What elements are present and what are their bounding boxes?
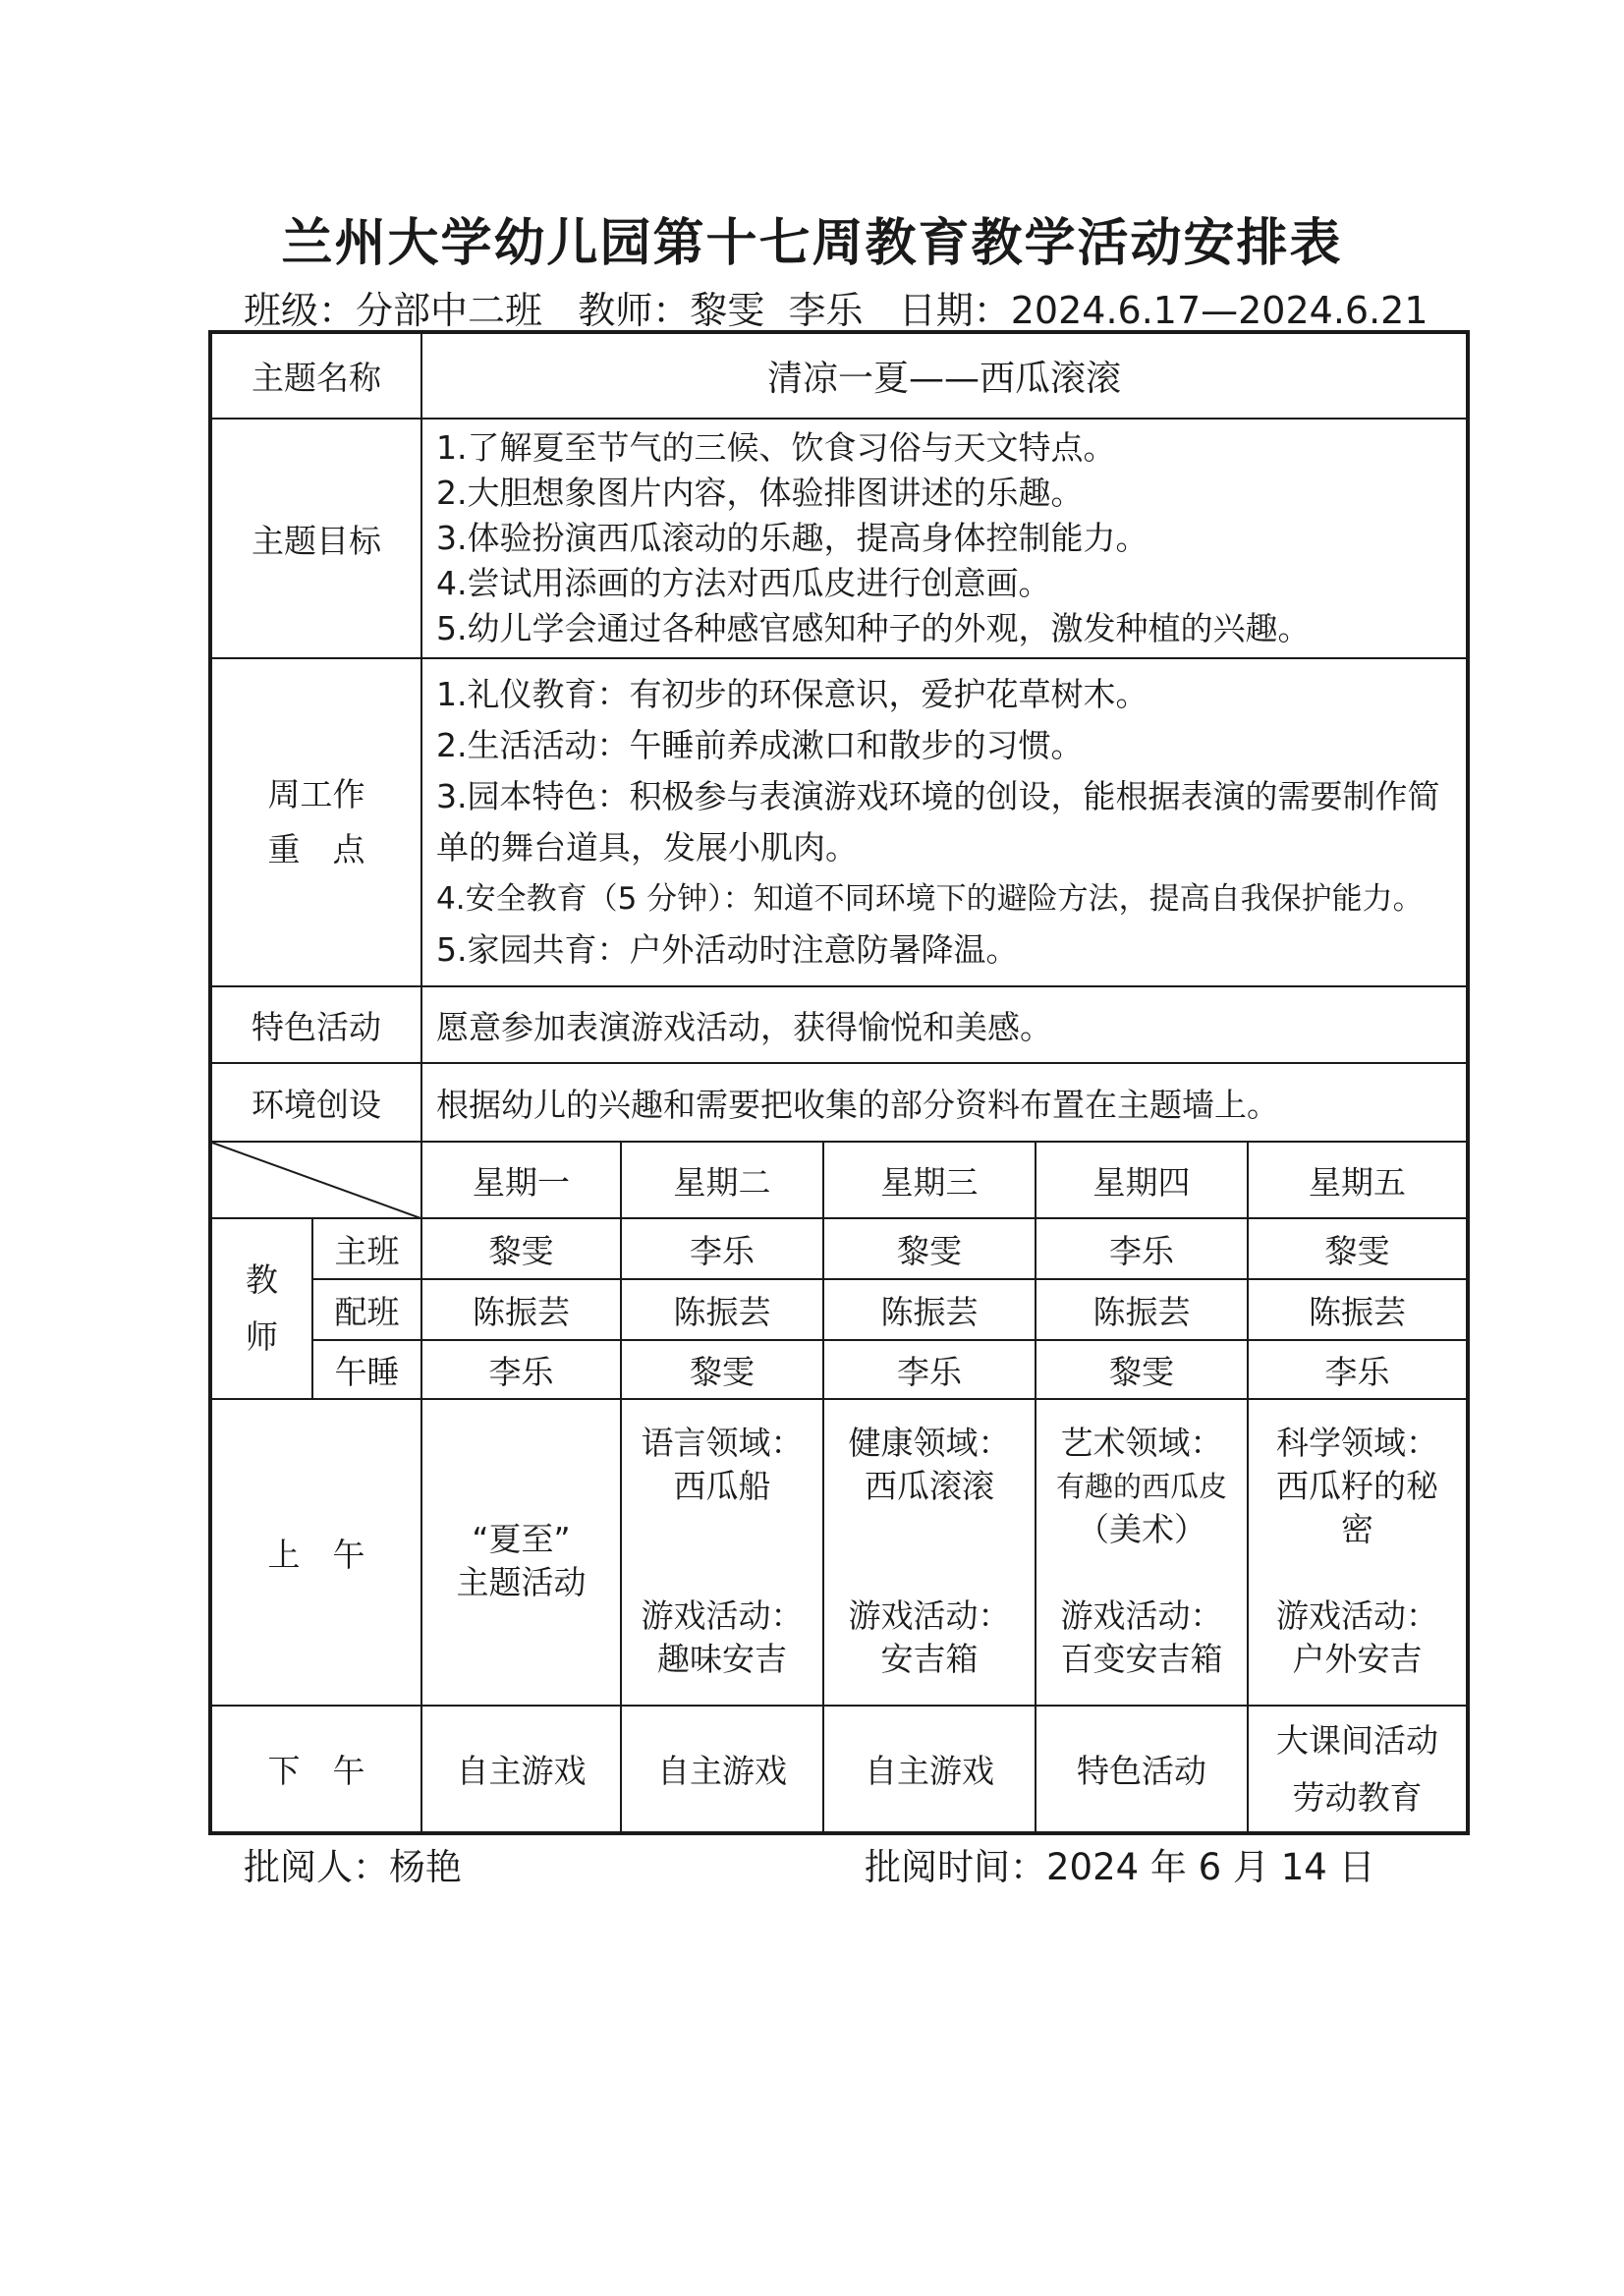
afternoon-text: 大课间活动 — [1276, 1720, 1439, 1760]
teacher-name: 黎雯 — [621, 1340, 823, 1399]
morning-row — [210, 1399, 1468, 1706]
day-header: 星期二 — [621, 1142, 823, 1218]
teacher-row-nap — [210, 1340, 1468, 1399]
afternoon-activity: 自主游戏 — [823, 1706, 1036, 1833]
morning-text: 游戏活动： — [1060, 1596, 1223, 1635]
afternoon-activity-fri — [1248, 1706, 1468, 1833]
teacher-name: 陈振芸 — [621, 1279, 823, 1340]
afternoon-text: 劳动教育 — [1292, 1777, 1423, 1817]
teacher-name: 黎雯 — [1036, 1340, 1248, 1399]
theme-goal-item: 1.了解夏至节气的三候、饮食习俗与天文特点。 — [436, 428, 1116, 467]
teacher-name: 李乐 — [1248, 1340, 1468, 1399]
weekly-focus-item: 5.家园共育：户外活动时注意防暑降温。 — [436, 930, 1019, 969]
theme-goals — [421, 419, 1468, 658]
class-label: 班级： — [244, 289, 357, 332]
teacher-label: 教师： — [578, 289, 691, 332]
morning-text: 科学领域： — [1276, 1424, 1439, 1462]
teacher-name: 黎雯 — [823, 1218, 1036, 1279]
teacher-name: 黎雯 — [421, 1218, 621, 1279]
morning-text: 户外安吉 — [1292, 1640, 1423, 1678]
morning-text: 游戏活动： — [1276, 1596, 1439, 1635]
weekly-focus-label-line: 周工作 — [267, 775, 365, 813]
reviewer — [244, 1837, 462, 1890]
morning-text: 西瓜籽的秘 — [1276, 1467, 1439, 1505]
teacher-role: 午睡 — [312, 1340, 421, 1399]
morning-tue — [621, 1399, 823, 1706]
teacher-group-label-char: 师 — [246, 1317, 278, 1356]
afternoon-label: 下 午 — [210, 1706, 421, 1833]
weekly-focus-item: 4.安全教育（5 分钟）：知道不同环境下的避险方法，提高自我保护能力。 — [436, 881, 1424, 917]
weekly-focus-label — [210, 658, 421, 986]
theme-goal-item: 4.尝试用添画的方法对西瓜皮进行创意画。 — [436, 564, 1051, 602]
afternoon-activity: 特色活动 — [1036, 1706, 1248, 1833]
review-time-label: 批阅时间： — [865, 1846, 1046, 1888]
morning-text: 语言领域： — [641, 1424, 804, 1462]
morning-text: 百变安吉箱 — [1060, 1640, 1223, 1678]
theme-goal-item: 3.体验扮演西瓜滚动的乐趣，提高身体控制能力。 — [436, 519, 1148, 557]
afternoon-row — [210, 1706, 1468, 1833]
day-header: 星期五 — [1248, 1142, 1468, 1218]
days-row — [210, 1142, 1468, 1218]
theme-name: 清凉一夏——西瓜滚滚 — [421, 332, 1468, 419]
teacher-name: 陈振芸 — [1036, 1279, 1248, 1340]
teacher-name: 李乐 — [421, 1340, 621, 1399]
class-value: 分部中二班 — [356, 289, 543, 332]
teacher-name: 李乐 — [823, 1340, 1036, 1399]
day-header: 星期一 — [421, 1142, 621, 1218]
morning-mon — [421, 1399, 621, 1706]
morning-text: 密 — [1341, 1510, 1374, 1548]
morning-text: “夏至” — [472, 1520, 571, 1558]
afternoon-activity: 自主游戏 — [421, 1706, 621, 1833]
morning-text: 健康领域： — [848, 1424, 1011, 1462]
theme-goal-label: 主题目标 — [210, 419, 421, 658]
env-row — [210, 1063, 1468, 1142]
weekly-focus-label-line: 重 点 — [267, 830, 365, 868]
env-value: 根据幼儿的兴趣和需要把收集的部分资料布置在主题墙上。 — [421, 1063, 1468, 1142]
header-info — [244, 280, 1428, 334]
weekly-focus — [421, 658, 1468, 986]
special-value: 愿意参加表演游戏活动，获得愉悦和美感。 — [421, 986, 1468, 1063]
morning-text: （美术） — [1077, 1510, 1206, 1548]
afternoon-activity: 自主游戏 — [621, 1706, 823, 1833]
theme-goal-item: 2.大胆想象图片内容，体验排图讲述的乐趣。 — [436, 474, 1084, 512]
morning-text: 有趣的西瓜皮 — [1055, 1470, 1227, 1503]
schedule-table — [208, 330, 1470, 1835]
page-title: 兰州大学幼儿园第十七周教育教学活动安排表 — [281, 214, 1343, 273]
review-time-value: 2024 年 6 月 14 日 — [1046, 1846, 1375, 1888]
diagonal-line — [212, 1143, 421, 1218]
date-label: 日期： — [898, 289, 1011, 332]
day-header: 星期四 — [1036, 1142, 1248, 1218]
morning-label: 上 午 — [210, 1399, 421, 1706]
teacher-role: 主班 — [312, 1218, 421, 1279]
theme-name-row — [210, 332, 1468, 419]
morning-text: 西瓜船 — [673, 1467, 771, 1505]
diagonal-header-cell — [210, 1142, 421, 1218]
morning-wed — [823, 1399, 1036, 1706]
weekly-focus-item: 3.园本特色：积极参与表演游戏环境的创设，能根据表演的需要制作简单的舞台道具，发展小肌肉。 — [436, 777, 1440, 867]
teacher-name: 黎雯 — [1248, 1218, 1468, 1279]
morning-text: 趣味安吉 — [657, 1640, 787, 1678]
teacher-row-main — [210, 1218, 1468, 1279]
teacher-group-label-char: 教 — [246, 1260, 278, 1299]
date-value: 2024.6.17—2024.6.21 — [1010, 289, 1428, 332]
env-label: 环境创设 — [210, 1063, 421, 1142]
day-header: 星期三 — [823, 1142, 1036, 1218]
morning-text: 游戏活动： — [848, 1596, 1011, 1635]
teacher-name: 李乐 — [1036, 1218, 1248, 1279]
morning-text: 主题活动 — [456, 1563, 587, 1601]
theme-name-label: 主题名称 — [210, 332, 421, 419]
morning-fri — [1248, 1399, 1468, 1706]
teacher-name: 陈振芸 — [421, 1279, 621, 1340]
teacher-value: 黎雯 李乐 — [690, 289, 864, 332]
teacher-role: 配班 — [312, 1279, 421, 1340]
review-time — [865, 1837, 1375, 1890]
morning-text: 游戏活动： — [641, 1596, 804, 1635]
weekly-focus-row — [210, 658, 1468, 986]
teacher-name: 李乐 — [621, 1218, 823, 1279]
reviewer-label: 批阅人： — [244, 1846, 389, 1888]
theme-goal-row — [210, 419, 1468, 658]
weekly-focus-item: 1.礼仪教育：有初步的环保意识，爱护花草树木。 — [436, 675, 1148, 713]
weekly-focus-item: 2.生活活动：午睡前养成漱口和散步的习惯。 — [436, 726, 1084, 764]
teacher-row-assist — [210, 1279, 1468, 1340]
teacher-group-label — [210, 1218, 312, 1399]
reviewer-name: 杨艳 — [389, 1846, 462, 1888]
morning-text: 安吉箱 — [880, 1640, 979, 1678]
morning-thu — [1036, 1399, 1248, 1706]
morning-text: 艺术领域： — [1060, 1424, 1223, 1462]
teacher-name: 陈振芸 — [823, 1279, 1036, 1340]
special-row — [210, 986, 1468, 1063]
theme-goal-item: 5.幼儿学会通过各种感官感知种子的外观，激发种植的兴趣。 — [436, 609, 1311, 647]
teacher-name: 陈振芸 — [1248, 1279, 1468, 1340]
morning-text: 西瓜滚滚 — [865, 1467, 994, 1505]
special-label: 特色活动 — [210, 986, 421, 1063]
